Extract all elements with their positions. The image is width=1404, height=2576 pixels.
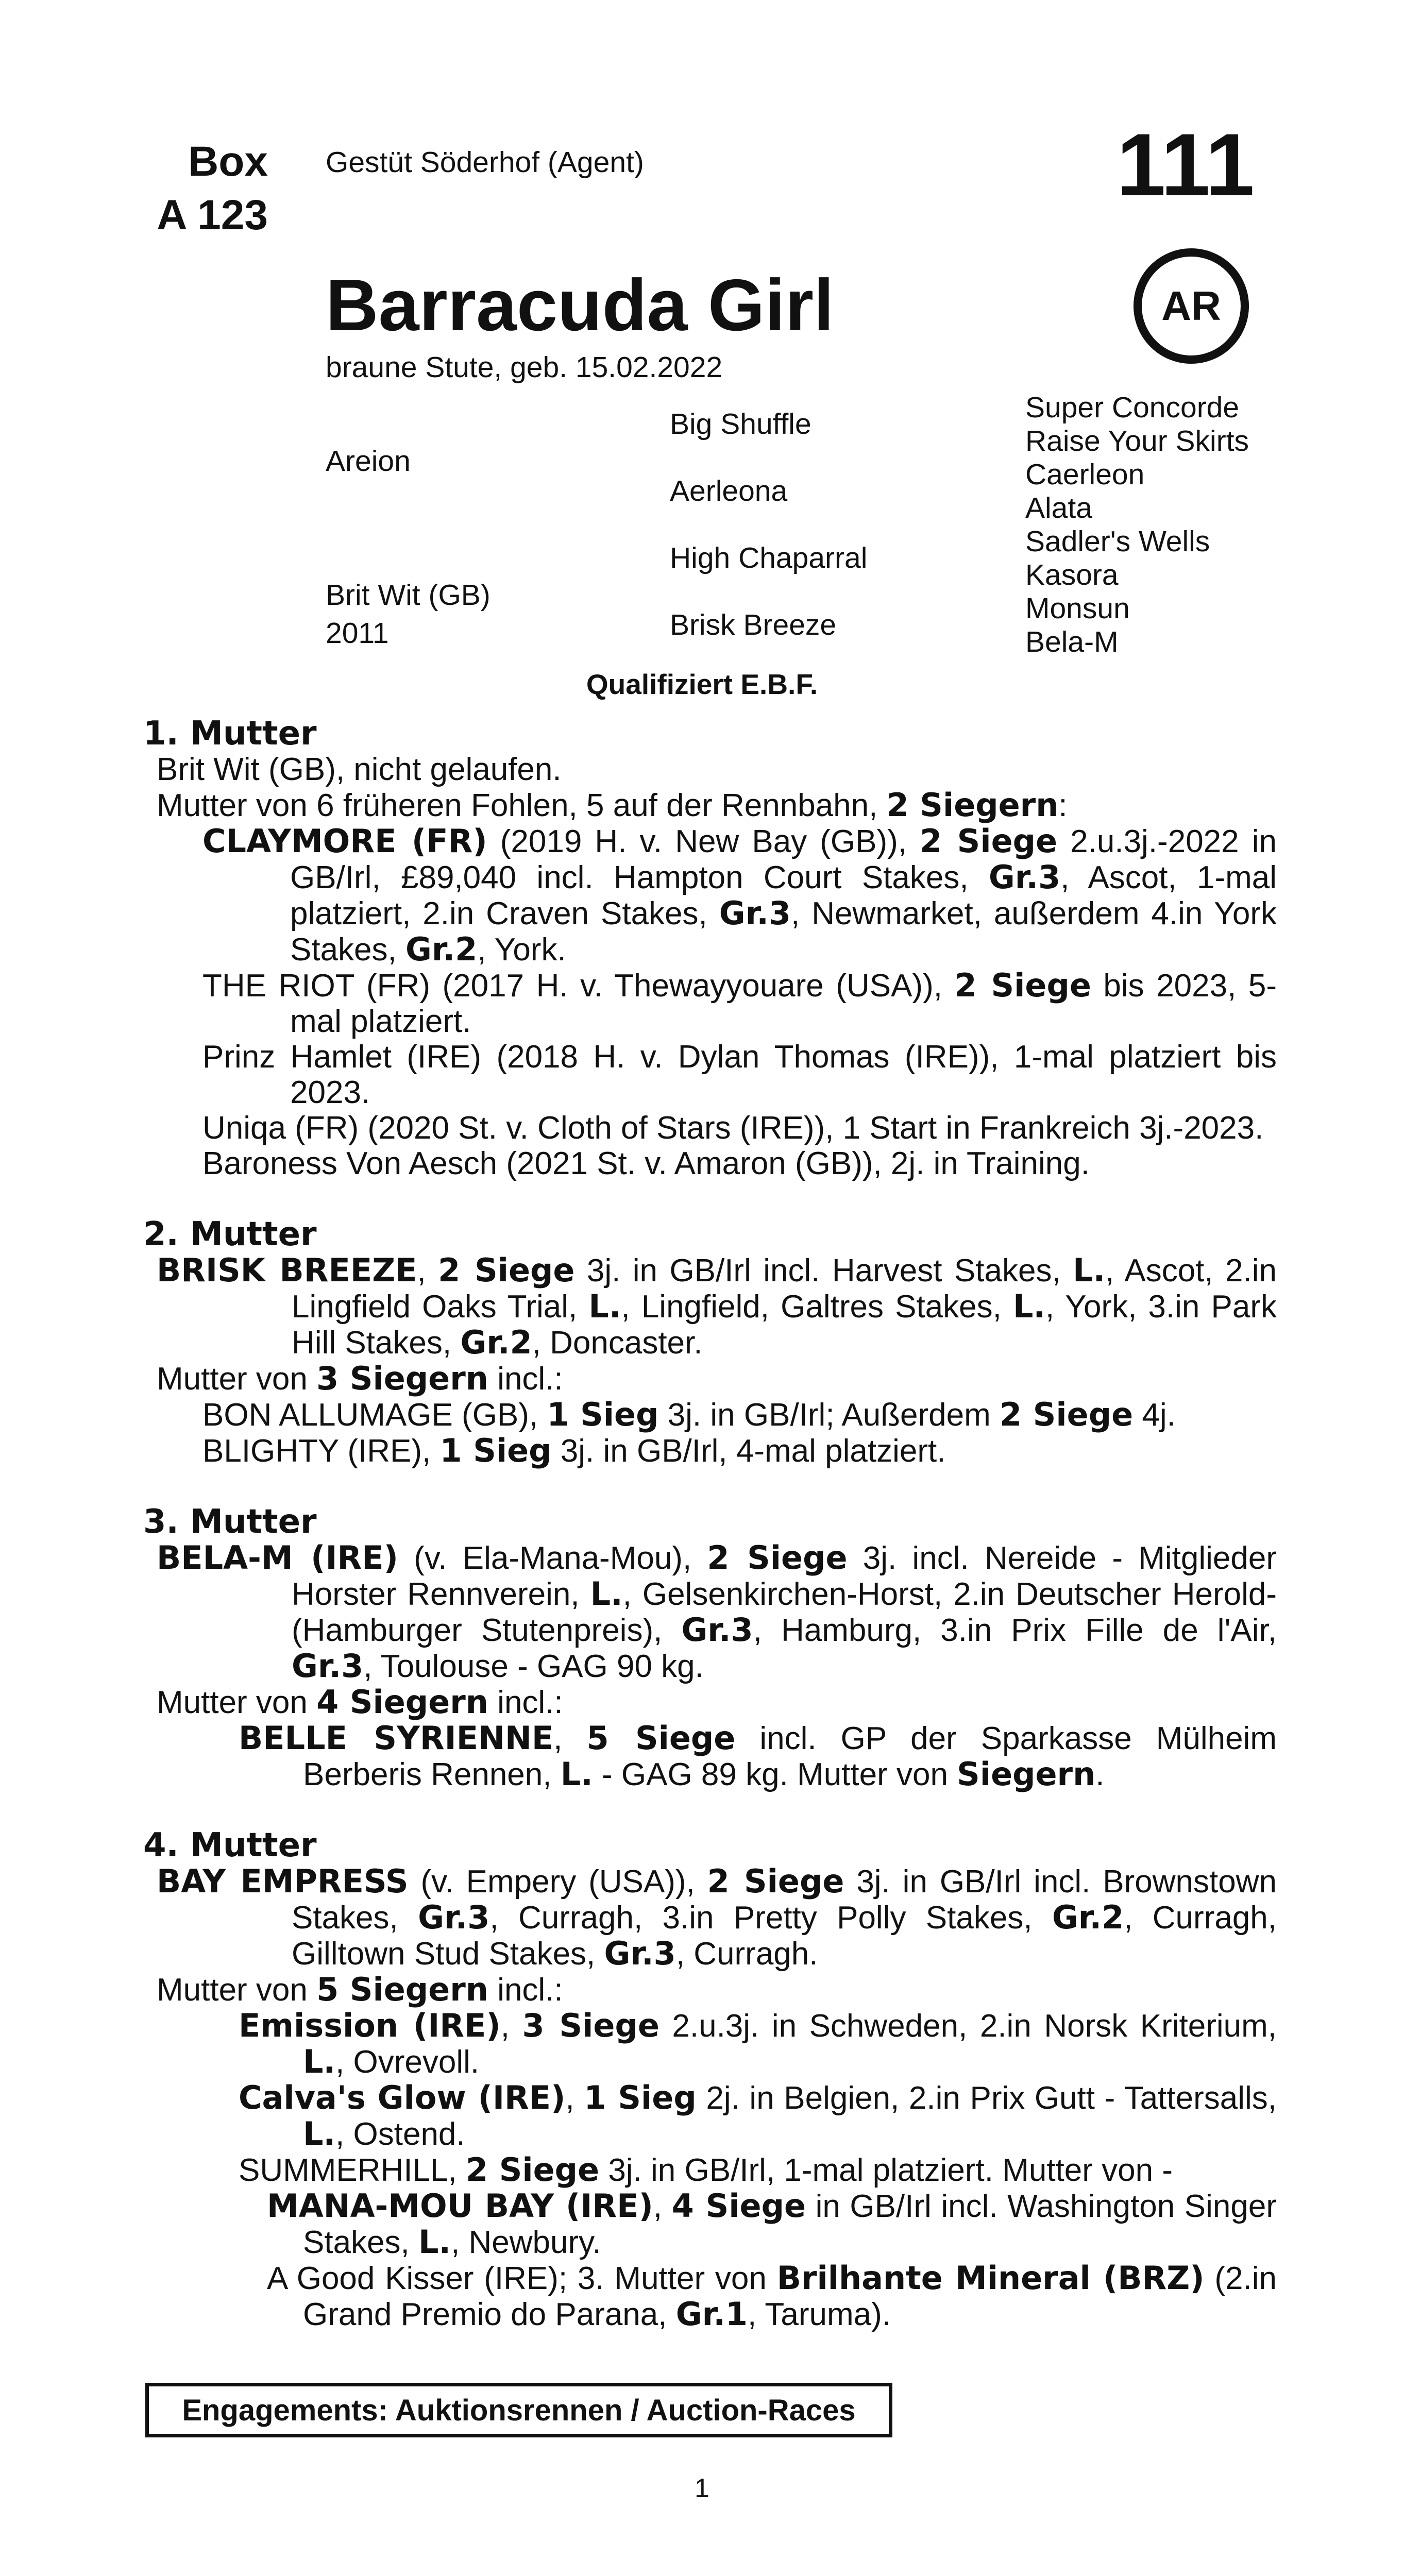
grand-offspring-entry xyxy=(143,2188,1277,2260)
bold-text: 3 Siegern xyxy=(316,1360,488,1397)
bold-text: 5 Siege xyxy=(586,1719,736,1757)
pedigree-ggp: Alata xyxy=(1025,492,1092,524)
bold-text: 2 Siegern xyxy=(886,786,1059,824)
bold-text: 4 Siege xyxy=(671,2187,806,2225)
offspring-entry xyxy=(143,968,1277,1039)
text: Prinz Hamlet (IRE) (2018 H. v. Dylan Thomas (IRE)), 1-mal platziert bis 2023. xyxy=(202,1039,1277,1110)
bold-text: BRISK BREEZE xyxy=(157,1251,417,1289)
text: A Good Kisser (IRE); 3. Mutter von xyxy=(267,2261,777,2296)
section-heading-first-dam: 1. Mutter xyxy=(143,715,317,753)
offspring-entry xyxy=(143,823,1277,968)
text: incl. GP der Sparkasse Mülheim Berberis Rennen, xyxy=(303,1721,1277,1792)
text: Uniqa (FR) (2020 St. v. Cloth of Stars (IRE)), 1 Start in Frankreich 3j.-2023. xyxy=(202,1110,1264,1146)
ar-badge xyxy=(1134,248,1249,364)
text: , Hamburg, 3.in Prix Fille de l'Air, xyxy=(753,1613,1277,1648)
text: 3j. in GB/Irl incl. Harvest Stakes, xyxy=(574,1253,1073,1289)
text: (v. Empery (USA)), xyxy=(408,1864,707,1900)
text: , xyxy=(553,1721,587,1756)
bold-text: 1 Sieg xyxy=(439,1432,552,1469)
bold-text: Gr.1 xyxy=(675,2295,748,2333)
horse-name: Barracuda Girl xyxy=(326,264,834,346)
first-dam-racing xyxy=(143,752,1277,787)
offspring-entry xyxy=(143,1039,1277,1110)
bold-text: Siegern xyxy=(957,1755,1096,1793)
bold-text: 2 Siege xyxy=(707,1862,844,1900)
bold-text: BELA-M (IRE) xyxy=(157,1539,398,1577)
text: (v. Ela-Mana-Mou), xyxy=(398,1540,707,1576)
section-heading-second-dam: 2. Mutter xyxy=(143,1215,317,1253)
text: THE RIOT (FR) (2017 H. v. Thewayyouare (USA)), xyxy=(202,968,955,1004)
bold-text: Gr.3 xyxy=(719,894,791,932)
pedigree-ggp: Sadler's Wells xyxy=(1025,525,1210,558)
bold-text: 1 Sieg xyxy=(584,2079,697,2116)
text: Baroness Von Aesch (2021 St. v. Amaron (GB)), 2j. in Training. xyxy=(202,1146,1090,1181)
text: 4j. xyxy=(1133,1397,1176,1433)
text: Mutter von 6 früheren Fohlen, 5 auf der Rennbahn, xyxy=(157,788,887,823)
text: , Ostend. xyxy=(335,2116,465,2152)
fourth-dam-produce xyxy=(143,1972,1277,2008)
pedigree-ggp: Bela-M xyxy=(1025,625,1119,658)
pedigree-gp: Aerleona xyxy=(670,474,788,507)
bold-text: 2 Siege xyxy=(438,1251,575,1289)
pedigree-dam: Brit Wit (GB) xyxy=(326,579,490,612)
text: BLIGHTY (IRE), xyxy=(202,1433,440,1469)
bold-text: Emission (IRE) xyxy=(239,2007,501,2044)
text: , Toulouse - GAG 90 kg. xyxy=(363,1649,704,1684)
pedigree-gp: High Chaparral xyxy=(670,541,868,574)
fourth-dam-racing xyxy=(143,1863,1277,1972)
offspring-entry xyxy=(143,2080,1277,2152)
text: , Ascot, 2.in Lingfield Oaks Trial, xyxy=(292,1253,1277,1325)
bold-text: BELLE SYRIENNE xyxy=(239,1719,554,1757)
bold-text: CLAYMORE (FR) xyxy=(202,822,487,860)
text: , Taruma). xyxy=(748,2297,891,2332)
text: , xyxy=(417,1253,438,1289)
text: incl.: xyxy=(488,1361,563,1397)
text: Brit Wit (GB), nicht gelaufen. xyxy=(157,752,562,787)
text: BON ALLUMAGE (GB), xyxy=(202,1397,547,1433)
bold-text: Gr.3 xyxy=(292,1647,364,1685)
text: , xyxy=(653,2189,672,2224)
box-line-2: A 123 xyxy=(157,192,268,239)
bold-text: Calva's Glow (IRE) xyxy=(239,2079,566,2116)
bold-text: Brilhante Mineral (BRZ) xyxy=(776,2259,1205,2297)
text: 3j. in GB/Irl; Außerdem xyxy=(658,1397,1000,1433)
bold-text: L. xyxy=(1012,1287,1046,1325)
box-label xyxy=(113,135,268,242)
text: 3j. in GB/Irl, 4-mal platziert. xyxy=(551,1433,946,1469)
offspring-entry xyxy=(143,1433,1277,1469)
first-dam-produce xyxy=(143,787,1277,823)
text: , Newmarket, außerdem 4.in York Stakes, xyxy=(290,896,1277,968)
offspring-entry xyxy=(143,1110,1277,1146)
bold-text: L. xyxy=(590,1575,623,1613)
bold-text: Gr.2 xyxy=(460,1324,532,1361)
bold-text: MANA-MOU BAY (IRE) xyxy=(267,2187,653,2225)
text: bis 2023, 5-mal platziert. xyxy=(290,968,1277,1039)
text: , Ovrevoll. xyxy=(335,2044,480,2080)
engagements-text: Engagements: Auktionsrennen / Auction-Races xyxy=(182,2393,856,2427)
text: , York, 3.in Park Hill Stakes, xyxy=(292,1289,1277,1361)
ar-badge-label: AR xyxy=(1161,283,1221,329)
offspring-entry xyxy=(143,1146,1277,1181)
bold-text: Gr.3 xyxy=(988,858,1061,896)
text: , Doncaster. xyxy=(532,1325,703,1361)
text: Mutter von xyxy=(157,1361,317,1397)
text: 3j. in GB/Irl incl. Brownstown Stakes, xyxy=(292,1864,1277,1936)
offspring-entry xyxy=(143,2152,1277,2188)
section-heading-fourth-dam: 4. Mutter xyxy=(143,1826,317,1865)
text: , York. xyxy=(477,932,566,968)
bold-text: 2 Siege xyxy=(920,822,1058,860)
qualification: Qualifiziert E.B.F. xyxy=(586,668,818,700)
pedigree-gp: Brisk Breeze xyxy=(670,608,837,641)
bold-text: 1 Sieg xyxy=(547,1396,659,1433)
offspring-entry xyxy=(143,1397,1277,1433)
bold-text: 5 Siegern xyxy=(316,1971,488,2008)
bold-text: Gr.3 xyxy=(681,1611,753,1649)
bold-text: 2 Siege xyxy=(1000,1396,1134,1433)
text: 3j. incl. Nereide - Mitglieder Horster Rennverein, xyxy=(292,1540,1277,1612)
pedigree-dam-year: 2011 xyxy=(326,617,389,650)
offspring-entry xyxy=(143,1720,1277,1792)
bold-text: Gr.3 xyxy=(418,1899,490,1936)
bold-text: 2 Siege xyxy=(954,967,1091,1004)
third-dam-produce xyxy=(143,1684,1277,1720)
agent-name: Gestüt Söderhof (Agent) xyxy=(326,146,644,179)
pedigree-ggp: Raise Your Skirts xyxy=(1025,425,1249,457)
text: incl.: xyxy=(488,1685,563,1720)
text: 2j. in Belgien, 2.in Prix Gutt - Tattersalls, xyxy=(696,2080,1277,2116)
text: incl.: xyxy=(488,1972,563,2008)
text: SUMMERHILL, xyxy=(239,2153,466,2188)
pedigree-gp: Big Shuffle xyxy=(670,408,811,440)
page-number: 1 xyxy=(695,2473,709,2503)
bold-text: Gr.2 xyxy=(1052,1899,1124,1936)
text: 2.u.3j. in Schweden, 2.in Norsk Kriterium, xyxy=(659,2008,1277,2044)
horse-description: braune Stute, geb. 15.02.2022 xyxy=(326,351,723,384)
pedigree-ggp: Monsun xyxy=(1025,592,1130,625)
bold-text: L. xyxy=(588,1287,621,1325)
text: Mutter von xyxy=(157,1685,317,1720)
pedigree-ggp: Caerleon xyxy=(1025,458,1145,491)
text: . xyxy=(1095,1757,1105,1792)
section-heading-third-dam: 3. Mutter xyxy=(143,1503,317,1541)
second-dam-produce xyxy=(143,1361,1277,1397)
text: , xyxy=(565,2080,584,2116)
bold-text: L. xyxy=(560,1755,593,1793)
offspring-entry xyxy=(143,2008,1277,2080)
bold-text: L. xyxy=(1073,1251,1106,1289)
bold-text: 2 Siege xyxy=(465,2151,600,2189)
text: 2.u.3j.-2022 in GB/Irl, £89,040 incl. Hampton Court Stakes, xyxy=(290,824,1277,895)
bold-text: L. xyxy=(303,2115,336,2153)
bold-text: Gr.3 xyxy=(604,1935,676,1972)
lot-number: 111 xyxy=(1117,115,1255,214)
bold-text: 4 Siegern xyxy=(316,1683,488,1721)
bold-text: Gr.2 xyxy=(405,930,478,968)
text: , Ascot, 1-mal platziert, 2.in Craven Stakes, xyxy=(290,860,1277,931)
box-line-1: Box xyxy=(188,138,268,185)
text: , Newbury. xyxy=(451,2225,601,2260)
pedigree-sire: Areion xyxy=(326,445,411,478)
bold-text: 2 Siege xyxy=(707,1539,848,1577)
bold-text: L. xyxy=(303,2043,336,2080)
text: Mutter von xyxy=(157,1972,317,2008)
text: : xyxy=(1058,788,1068,823)
pedigree-ggp: Kasora xyxy=(1025,558,1119,591)
pedigree-ggp: Super Concorde xyxy=(1025,391,1240,424)
text: , xyxy=(500,2008,522,2044)
grand-offspring-entry xyxy=(143,2260,1277,2332)
text: , Curragh, 3.in Pretty Polly Stakes, xyxy=(489,1900,1052,1936)
text: (2019 H. v. New Bay (GB)), xyxy=(487,824,920,859)
third-dam-racing xyxy=(143,1540,1277,1684)
text: , Curragh, Gilltown Stud Stakes, xyxy=(292,1900,1277,1972)
text: (2.in Grand Premio do Parana, xyxy=(303,2261,1277,2332)
catalogue-body xyxy=(143,716,1277,2332)
text: in GB/Irl incl. Washington Singer Stakes, xyxy=(303,2189,1277,2260)
text: , Gelsenkirchen-Horst, 2.in Deutscher Herold-(Hamburger Stutenpreis), xyxy=(292,1577,1277,1648)
second-dam-racing xyxy=(143,1252,1277,1361)
engagements-box xyxy=(145,2383,892,2437)
text: , Curragh. xyxy=(675,1936,818,1972)
bold-text: 3 Siege xyxy=(522,2007,659,2044)
bold-text: BAY EMPRESS xyxy=(157,1862,409,1900)
bold-text: L. xyxy=(418,2223,451,2261)
text: - GAG 89 kg. Mutter von xyxy=(593,1757,957,1792)
text: , Lingfield, Galtres Stakes, xyxy=(621,1289,1013,1325)
text: 3j. in GB/Irl, 1-mal platziert. Mutter von - xyxy=(599,2153,1173,2188)
